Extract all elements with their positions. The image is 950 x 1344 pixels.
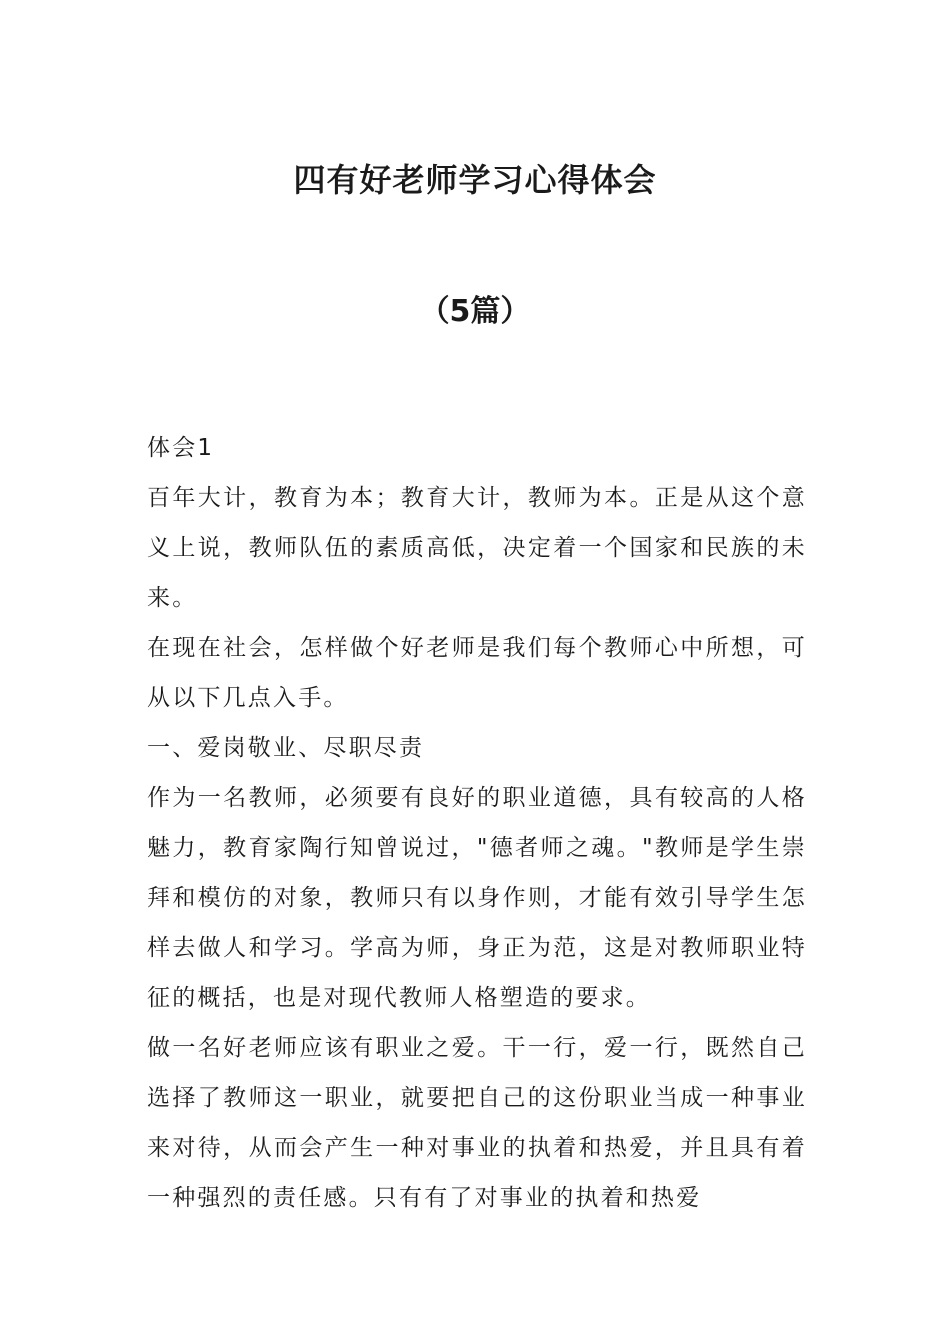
paragraph-3: 作为一名教师，必须要有良好的职业道德，具有较高的人格魅力，教育家陶行知曾说过，"德者师之魂。"教师是学生崇拜和模仿的对象，教师只有以身作则，才能有效引导学生怎样去做人和学习。学高为师，身正为范，这是对教师职业特征的概括，也是对现代教师人格塑造的要求。: [147, 785, 807, 1011]
paragraph-1: 百年大计，教育为本；教育大计，教师为本。正是从这个意义上说，教师队伍的素质高低，决定着一个国家和民族的未来。: [147, 485, 807, 611]
document-body: [147, 423, 807, 1223]
section-label: 体会1: [147, 435, 215, 461]
document-subtitle: （5篇）: [419, 294, 531, 329]
section-heading: 一、爱岗敬业、尽职尽责: [147, 735, 425, 761]
paragraph-2: 在现在社会，怎样做个好老师是我们每个教师心中所想，可从以下几点入手。: [147, 635, 807, 711]
paragraph-4: 做一名好老师应该有职业之爱。干一行，爱一行，既然自己选择了教师这一职业，就要把自己的这份职业当成一种事业来对待，从而会产生一种对事业的执着和热爱，并且具有着一种强烈的责任感。只有有了对事业的执着和热爱: [147, 1035, 807, 1211]
document-title: 四有好老师学习心得体会: [293, 161, 657, 199]
